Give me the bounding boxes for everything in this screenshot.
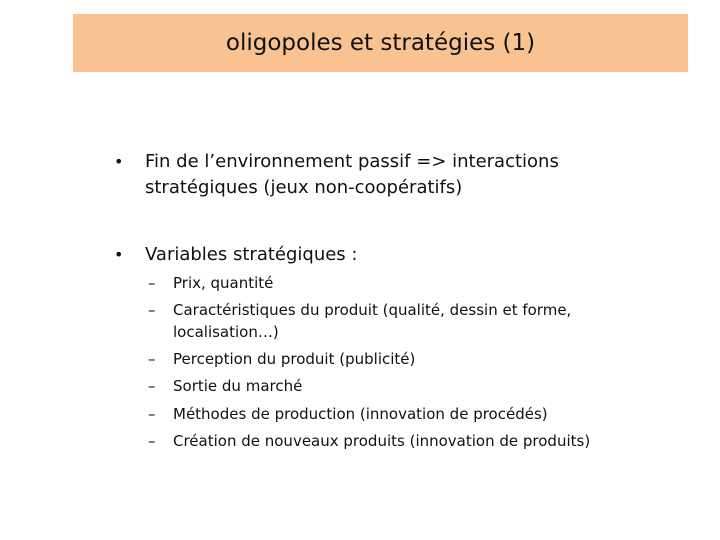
bullet-dot-icon: • <box>114 152 124 171</box>
bullet-text <box>145 149 665 201</box>
dash-icon: – <box>148 432 156 450</box>
sub-bullet-text: Caractéristiques du produit (qualité, dessin et forme, <box>173 301 572 319</box>
bullet-text-line: stratégiques (jeux non-coopératifs) <box>145 177 463 198</box>
sub-bullet-text: Création de nouveaux produits (innovation de produits) <box>173 432 591 450</box>
dash-icon: – <box>148 405 156 423</box>
bullet-dot-icon: • <box>114 245 124 264</box>
bullet-text-line: Variables stratégiques : <box>145 244 358 265</box>
sub-bullet-text: Sortie du marché <box>173 377 303 395</box>
dash-icon: – <box>148 301 156 319</box>
sub-bullet-text: localisation…) <box>173 323 279 341</box>
dash-icon: – <box>148 350 156 368</box>
bullet-text <box>145 242 665 268</box>
slide-title: oligopoles et stratégies (1) <box>225 30 536 56</box>
dash-icon: – <box>148 377 156 395</box>
sub-bullet-text: Prix, quantité <box>173 274 274 292</box>
dash-icon: – <box>148 274 156 292</box>
sub-bullet-text: Perception du produit (publicité) <box>173 350 416 368</box>
sub-bullet-text: Méthodes de production (innovation de procédés) <box>173 405 548 423</box>
bullet-text-line: Fin de l’environnement passif => interactions <box>145 151 559 172</box>
